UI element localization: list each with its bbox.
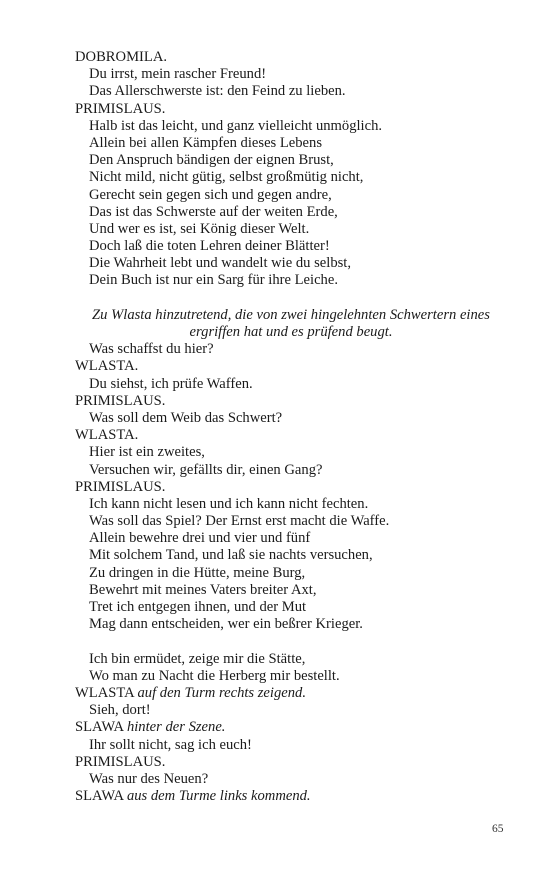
stage-direction-text: Zu Wlasta hinzutretend, die von zwei hingelehnten Schwertern eines ergriffen hat und es prüfend beugt. — [92, 306, 490, 341]
verse-line: Sieh, dort! — [89, 702, 151, 719]
verse-line: Was soll dem Weib das Schwert? — [89, 409, 283, 426]
page-number: 65 — [492, 823, 504, 835]
verse-line: Das Allerschwerste ist: den Feind zu lieben. — [89, 83, 346, 100]
stage-direction — [75, 306, 507, 341]
speaker-name: DOBROMILA. — [75, 49, 168, 65]
verse-line: Du irrst, mein rascher Freund! — [89, 66, 267, 83]
stanza-gap — [75, 633, 515, 650]
speaker-name: WLASTA. — [75, 427, 139, 444]
speaker-name: PRIMISLAUS. — [75, 100, 166, 117]
verse-line: Doch laß die toten Lehren deiner Blätter! — [89, 238, 330, 255]
verse-line: Das ist das Schwerste auf der weiten Erde, — [89, 203, 338, 220]
verse-line: Allein bei allen Kämpfen dieses Lebens — [89, 134, 323, 151]
verse-line: Was nur des Neuen? — [89, 770, 209, 787]
verse-line: Mag dann entscheiden, wer ein beßrer Krieger. — [89, 616, 363, 633]
verse-line: Was soll das Spiel? Der Ernst erst macht die Waffe. — [89, 513, 390, 530]
verse-line: Nicht mild, nicht gütig, selbst großmütig nicht, — [89, 169, 364, 186]
verse-line: Halb ist das leicht, und ganz vielleicht unmöglich. — [89, 117, 383, 134]
verse-line: Allein bewehre drei und vier und fünf — [89, 530, 311, 547]
speaker-name: PRIMISLAUS. — [75, 753, 166, 770]
speaker-name: PRIMISLAUS. — [75, 392, 166, 409]
speaker-name: WLASTA — [75, 684, 138, 701]
verse-line: Ihr sollt nicht, sag ich euch! — [89, 736, 252, 753]
verse-line: Wo man zu Nacht die Herberg mir bestellt. — [89, 667, 340, 684]
speaker-with-direction — [75, 788, 515, 805]
verse-line: Was schaffst du hier? — [89, 341, 214, 358]
stanza-gap — [75, 290, 515, 307]
inline-stage-direction: hinter der Szene. — [126, 719, 226, 736]
verse-line: Ich kann nicht lesen und ich kann nicht fechten. — [89, 495, 369, 512]
inline-stage-direction: aus dem Turme links kommend. — [126, 788, 311, 805]
drama-text — [75, 49, 515, 805]
verse-line: Den Anspruch bändigen der eignen Brust, — [89, 152, 334, 169]
verse-line: Bewehrt mit meines Vaters breiter Axt, — [89, 581, 317, 598]
verse-line: Und wer es ist, sei König dieser Welt. — [89, 220, 310, 237]
speaker-name: SLAWA — [75, 719, 127, 736]
inline-stage-direction: auf den Turm rechts zeigend. — [137, 684, 306, 701]
speaker-name: SLAWA — [75, 788, 127, 805]
speaker-with-direction — [75, 685, 515, 702]
verse-line: Tret ich entgegen ihnen, und der Mut — [89, 599, 307, 615]
speaker-name: PRIMISLAUS. — [75, 478, 166, 495]
verse-line: Gerecht sein gegen sich und gegen andre, — [89, 186, 332, 203]
speaker-name: WLASTA. — [75, 358, 139, 375]
verse-line: Die Wahrheit lebt und wandelt wie du selbst, — [89, 255, 351, 272]
verse-line: Versuchen wir, gefällts dir, einen Gang? — [89, 461, 323, 478]
speaker-with-direction — [75, 719, 515, 736]
verse-line: Zu dringen in die Hütte, meine Burg, — [89, 564, 306, 581]
verse-line: Du siehst, ich prüfe Waffen. — [89, 375, 253, 392]
verse-line: Ich bin ermüdet, zeige mir die Stätte, — [89, 650, 306, 667]
verse-line: Dein Buch ist nur ein Sarg für ihre Leiche. — [89, 272, 338, 289]
verse-line: Hier ist ein zweites, — [89, 444, 205, 461]
verse-line: Mit solchem Tand, und laß sie nachts versuchen, — [89, 547, 373, 564]
